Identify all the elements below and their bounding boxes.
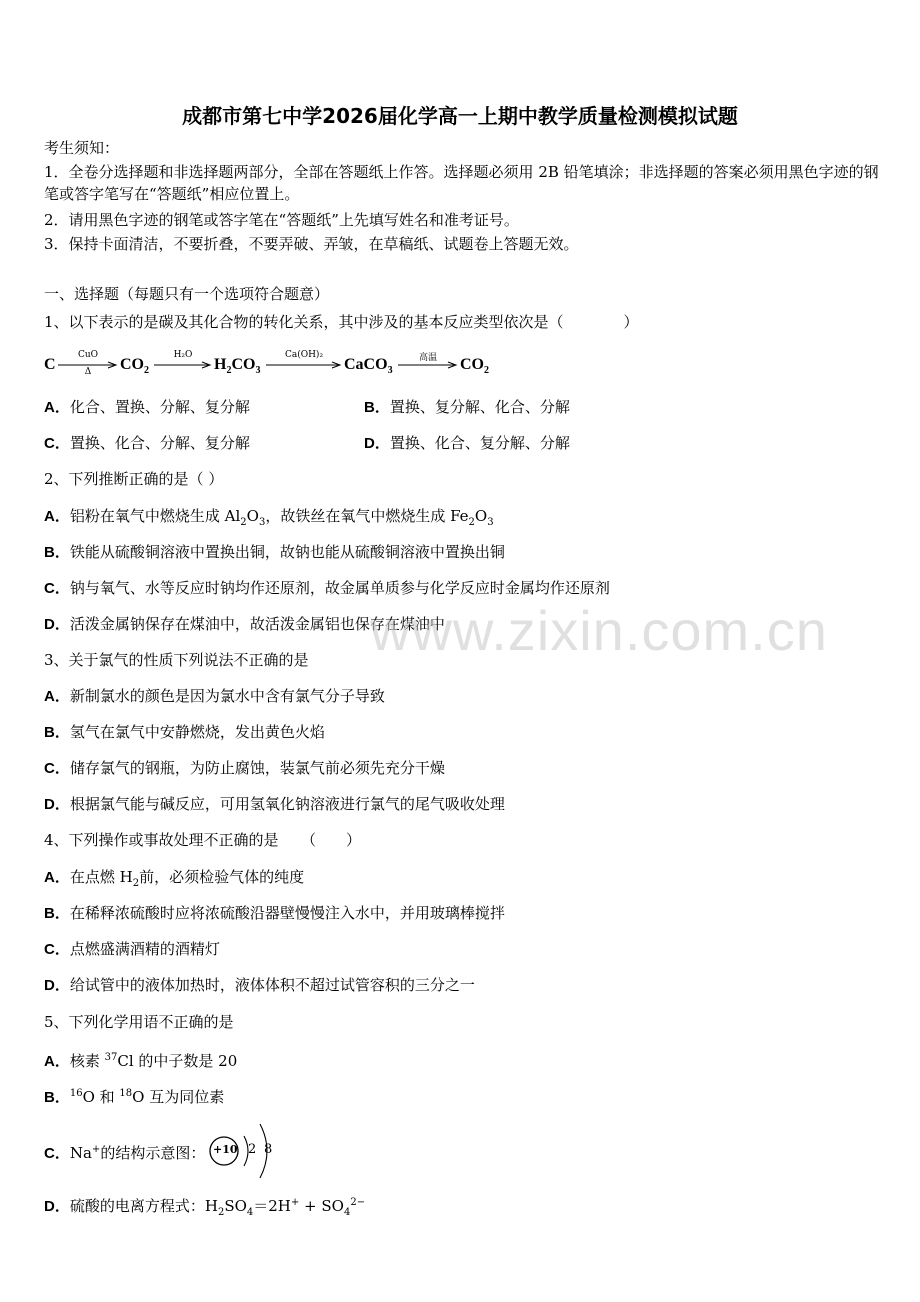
question-4-stem: 4、下列操作或事故处理不正确的是 （ ） bbox=[44, 831, 362, 849]
q5-option-c[interactable]: C．Na+的结构示意图： bbox=[44, 1144, 206, 1162]
question-2-stem: 2、下列推断正确的是（ ） bbox=[44, 470, 224, 488]
notice-heading: 考生须知： bbox=[44, 139, 120, 157]
na-ion-structure-diagram bbox=[206, 1118, 286, 1182]
species-caco3: CaCO$_3$ bbox=[344, 356, 393, 377]
shell-2-electrons: 8 bbox=[264, 1142, 273, 1157]
q5-option-d[interactable]: D．硫酸的电离方程式：$H_2SO_4=2H^+ + SO_4^{2-}$ bbox=[44, 1197, 366, 1218]
arrow-1-condition: Δ bbox=[84, 367, 92, 377]
q3-option-a[interactable]: A．新制氯水的颜色是因为氯水中含有氯气分子导致 bbox=[44, 687, 385, 705]
arrow-3 bbox=[266, 350, 342, 380]
arrow-2 bbox=[154, 350, 212, 380]
q3-option-d[interactable]: D．根据氯气能与碱反应，可用氢氧化钠溶液进行氯气的尾气吸收处理 bbox=[44, 795, 505, 813]
notice-item-3: 3．保持卡面清洁，不要折叠，不要弄破、弄皱，在草稿纸、试题卷上答题无效。 bbox=[44, 235, 579, 253]
q2-option-c[interactable]: C．钠与氧气、水等反应时钠均作还原剂，故金属单质参与化学反应时金属均作还原剂 bbox=[44, 579, 610, 597]
arrow-1 bbox=[58, 350, 118, 380]
reaction-chain bbox=[44, 350, 604, 380]
q2-option-a[interactable]: A．铝粉在氧气中燃烧生成 $Al_2O_3$，故铁丝在氧气中燃烧生成 $Fe_2O_3$ bbox=[44, 507, 494, 528]
q1-option-b[interactable]: B．置换、复分解、化合、分解 bbox=[364, 398, 570, 416]
q2-option-d[interactable]: D．活泼金属钠保存在煤油中，故活泼金属铝也保存在煤油中 bbox=[44, 615, 445, 633]
arrow-4-line bbox=[398, 361, 458, 369]
species-c: C bbox=[44, 356, 56, 373]
q1-option-a[interactable]: A．化合、置换、分解、复分解 bbox=[44, 398, 250, 416]
q3-option-b[interactable]: B．氢气在氯气中安静燃烧，发出黄色火焰 bbox=[44, 723, 325, 741]
q5-option-a[interactable]: A．核素 $^{37}$Cl 的中子数是 20 bbox=[44, 1052, 238, 1070]
q2-option-b[interactable]: B．铁能从硫酸铜溶液中置换出铜，故钠也能从硫酸铜溶液中置换出铜 bbox=[44, 543, 505, 561]
q3-option-c[interactable]: C．储存氯气的钢瓶，为防止腐蚀，装氯气前必须先充分干燥 bbox=[44, 759, 445, 777]
q4-option-b[interactable]: B．在稀释浓硫酸时应将浓硫酸沿器壁慢慢注入水中，并用玻璃棒搅拌 bbox=[44, 904, 505, 922]
question-5-stem: 5、下列化学用语不正确的是 bbox=[44, 1013, 234, 1031]
notice-item-1: 1．全卷分选择题和非选择题两部分，全部在答题纸上作答。选择题必须用 2B 铅笔填涂；非选择题的答案必须用黑色字迹的钢笔或答字笔写在“答题纸”相应位置上。 bbox=[44, 163, 879, 203]
species-co2-b: $CO_2$ bbox=[460, 356, 489, 377]
watermark: www.zixin.com.cn bbox=[370, 599, 828, 662]
section-heading: 一、选择题（每题只有一个选项符合题意） bbox=[44, 285, 330, 303]
shell-1-electrons: 2 bbox=[248, 1142, 257, 1157]
q4-option-a[interactable]: A．在点燃 $H_2$前，必须检验气体的纯度 bbox=[44, 868, 305, 889]
q5-option-b[interactable]: B．$^{16}$O 和 $^{18}$O 互为同位素 bbox=[44, 1088, 225, 1106]
q4-option-c[interactable]: C．点燃盛满酒精的酒精灯 bbox=[44, 940, 220, 958]
species-h2co3: $H_2CO_3$ bbox=[214, 356, 261, 377]
q1-option-d[interactable]: D．置换、化合、复分解、分解 bbox=[364, 434, 570, 452]
arrow-2-reagent: H₂O bbox=[173, 350, 193, 360]
arrow-4 bbox=[398, 350, 458, 380]
species-co2-a: $CO_2$ bbox=[120, 356, 149, 377]
arrow-3-reagent: Ca(OH)₂ bbox=[284, 350, 324, 360]
question-3-stem: 3、关于氯气的性质下列说法不正确的是 bbox=[44, 651, 309, 669]
notice-item-2: 2．请用黑色字迹的钢笔或答字笔在“答题纸”上先填写姓名和准考证号。 bbox=[44, 211, 519, 229]
arrow-2-line bbox=[154, 361, 212, 369]
nucleus-charge: +10 bbox=[213, 1143, 238, 1156]
q4-option-d[interactable]: D．给试管中的液体加热时，液体体积不超过试管容积的三分之一 bbox=[44, 976, 475, 994]
question-1-stem: 1、以下表示的是碳及其化合物的转化关系，其中涉及的基本反应类型依次是（ ） bbox=[44, 313, 639, 331]
arrow-3-line bbox=[266, 361, 342, 369]
page-title: 成都市第七中学2026届化学高一上期中教学质量检测模拟试题 bbox=[182, 104, 738, 128]
q1-option-c[interactable]: C．置换、化合、分解、复分解 bbox=[44, 434, 250, 452]
arrow-1-reagent: CuO bbox=[77, 350, 99, 360]
arrow-4-condition: 高温 bbox=[418, 353, 437, 363]
